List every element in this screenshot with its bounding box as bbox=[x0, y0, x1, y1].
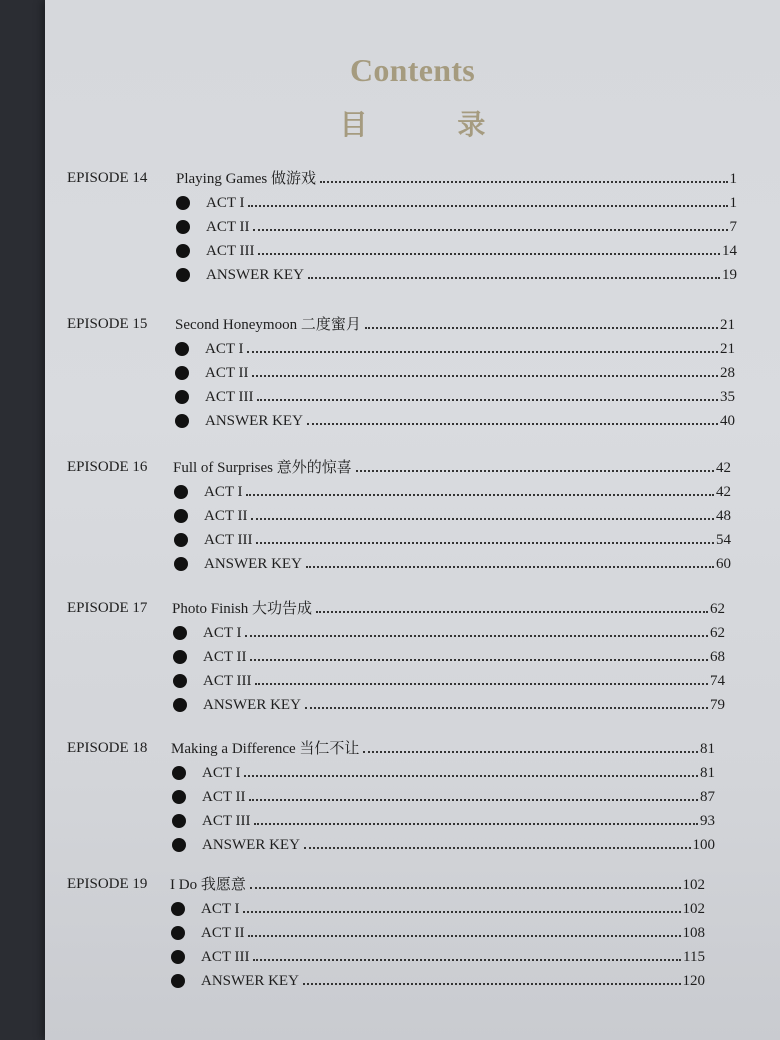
bullet-icon bbox=[174, 509, 188, 523]
episode-title-row[interactable] bbox=[172, 598, 725, 618]
dot-leader bbox=[250, 659, 708, 661]
episode-title-row[interactable] bbox=[170, 874, 705, 894]
page-number: 87 bbox=[700, 789, 715, 805]
dot-leader bbox=[252, 375, 718, 377]
dot-leader bbox=[305, 707, 708, 709]
bullet-icon bbox=[173, 698, 187, 712]
dot-leader bbox=[243, 911, 680, 913]
dot-leader bbox=[257, 399, 718, 401]
act-row[interactable] bbox=[175, 410, 735, 430]
page-number: 28 bbox=[720, 365, 735, 381]
act-row[interactable] bbox=[172, 834, 715, 854]
episode-title-row[interactable] bbox=[176, 168, 737, 188]
act-label: ACT II bbox=[202, 789, 246, 805]
episode-title: Second Honeymoon 二度蜜月 bbox=[175, 317, 361, 333]
dot-leader bbox=[304, 847, 691, 849]
dot-leader bbox=[246, 494, 714, 496]
page-number: 42 bbox=[716, 484, 731, 500]
bullet-icon bbox=[176, 220, 190, 234]
dot-leader bbox=[255, 683, 708, 685]
act-row[interactable] bbox=[173, 694, 725, 714]
dot-leader bbox=[363, 751, 698, 753]
dot-leader bbox=[248, 205, 727, 207]
dot-leader bbox=[249, 799, 698, 801]
bullet-icon bbox=[174, 485, 188, 499]
act-row[interactable] bbox=[174, 529, 731, 549]
act-label: ACT II bbox=[205, 365, 249, 381]
act-label: ACT II bbox=[201, 925, 245, 941]
bullet-icon bbox=[176, 196, 190, 210]
page-number: 100 bbox=[692, 837, 715, 853]
dot-leader bbox=[258, 253, 720, 255]
episode-label: EPISODE 17 bbox=[67, 600, 148, 616]
act-row[interactable] bbox=[171, 970, 705, 990]
dot-leader bbox=[356, 470, 714, 472]
bullet-icon bbox=[176, 268, 190, 282]
dot-leader bbox=[248, 935, 680, 937]
page-number: 60 bbox=[716, 556, 731, 572]
page-number: 62 bbox=[710, 601, 725, 617]
act-row[interactable] bbox=[174, 553, 731, 573]
bullet-icon bbox=[173, 650, 187, 664]
act-label: ACT II bbox=[206, 219, 250, 235]
act-row[interactable] bbox=[172, 786, 715, 806]
bullet-icon bbox=[172, 814, 186, 828]
act-row[interactable] bbox=[176, 216, 737, 236]
dot-leader bbox=[247, 351, 718, 353]
page-number: 14 bbox=[722, 243, 737, 259]
page-number: 115 bbox=[683, 949, 705, 965]
dot-leader bbox=[250, 887, 681, 889]
bullet-icon bbox=[175, 366, 189, 380]
page-number: 102 bbox=[682, 901, 705, 917]
page-number: 1 bbox=[729, 195, 737, 211]
act-row[interactable] bbox=[175, 362, 735, 382]
act-label: ACT III bbox=[204, 532, 253, 548]
act-label: ACT I bbox=[202, 765, 241, 781]
bullet-icon bbox=[171, 926, 185, 940]
dot-leader bbox=[307, 423, 718, 425]
act-row[interactable] bbox=[172, 762, 715, 782]
act-label: ANSWER KEY bbox=[203, 697, 301, 713]
dot-leader bbox=[320, 181, 728, 183]
act-label: ANSWER KEY bbox=[206, 267, 304, 283]
act-row[interactable] bbox=[175, 338, 735, 358]
dot-leader bbox=[316, 611, 708, 613]
bullet-icon bbox=[172, 766, 186, 780]
page-number: 54 bbox=[716, 532, 731, 548]
act-row[interactable] bbox=[173, 646, 725, 666]
dot-leader bbox=[254, 823, 698, 825]
dot-leader bbox=[253, 959, 681, 961]
page-number: 48 bbox=[716, 508, 731, 524]
episode-label: EPISODE 16 bbox=[67, 459, 148, 475]
page-number: 1 bbox=[729, 171, 737, 187]
act-label: ACT I bbox=[204, 484, 243, 500]
page-title: Contents bbox=[349, 52, 476, 88]
act-label: ANSWER KEY bbox=[201, 973, 299, 989]
bullet-icon bbox=[175, 390, 189, 404]
bullet-icon bbox=[171, 950, 185, 964]
page-number: 21 bbox=[720, 317, 735, 333]
episode-label: EPISODE 14 bbox=[67, 170, 148, 186]
episode-title: Playing Games 做游戏 bbox=[176, 171, 316, 187]
act-row[interactable] bbox=[175, 386, 735, 406]
act-label: ACT I bbox=[206, 195, 245, 211]
act-row[interactable] bbox=[171, 946, 705, 966]
episode-label: EPISODE 19 bbox=[67, 876, 148, 892]
dot-leader bbox=[308, 277, 720, 279]
bullet-icon bbox=[174, 533, 188, 547]
act-label: ACT III bbox=[205, 389, 254, 405]
page-number: 7 bbox=[729, 219, 737, 235]
act-label: ACT III bbox=[202, 813, 251, 829]
dot-leader bbox=[244, 775, 698, 777]
page-number: 74 bbox=[710, 673, 725, 689]
act-row[interactable] bbox=[176, 240, 737, 260]
bullet-icon bbox=[171, 974, 185, 988]
bullet-icon bbox=[171, 902, 185, 916]
act-row[interactable] bbox=[176, 264, 737, 284]
bullet-icon bbox=[173, 626, 187, 640]
episode-label: EPISODE 15 bbox=[67, 316, 148, 332]
act-label: ANSWER KEY bbox=[204, 556, 302, 572]
bullet-icon bbox=[175, 342, 189, 356]
act-row[interactable] bbox=[171, 922, 705, 942]
page-number: 19 bbox=[722, 267, 737, 283]
page-number: 42 bbox=[716, 460, 731, 476]
act-row[interactable] bbox=[174, 481, 731, 501]
act-row[interactable] bbox=[171, 898, 705, 918]
page-number: 68 bbox=[710, 649, 725, 665]
contents-page bbox=[45, 0, 780, 1040]
act-label: ACT III bbox=[203, 673, 252, 689]
episode-title-row[interactable] bbox=[173, 457, 731, 477]
dot-leader bbox=[251, 518, 714, 520]
page-number: 79 bbox=[710, 697, 725, 713]
page-number: 40 bbox=[720, 413, 735, 429]
act-row[interactable] bbox=[174, 505, 731, 525]
dot-leader bbox=[306, 566, 714, 568]
act-label: ACT I bbox=[201, 901, 240, 917]
page-number: 21 bbox=[720, 341, 735, 357]
page-number: 62 bbox=[710, 625, 725, 641]
act-label: ACT I bbox=[205, 341, 244, 357]
bullet-icon bbox=[172, 790, 186, 804]
act-row[interactable] bbox=[173, 670, 725, 690]
episode-label: EPISODE 18 bbox=[67, 740, 148, 756]
episode-title: I Do 我愿意 bbox=[170, 877, 246, 893]
act-label: ACT III bbox=[206, 243, 255, 259]
bullet-icon bbox=[174, 557, 188, 571]
act-label: ACT I bbox=[203, 625, 242, 641]
act-label: ANSWER KEY bbox=[205, 413, 303, 429]
page-number: 120 bbox=[682, 973, 705, 989]
dot-leader bbox=[256, 542, 714, 544]
dot-leader bbox=[365, 327, 718, 329]
bullet-icon bbox=[172, 838, 186, 852]
act-label: ACT II bbox=[203, 649, 247, 665]
episode-title-row[interactable] bbox=[171, 738, 715, 758]
page-number: 81 bbox=[700, 765, 715, 781]
bullet-icon bbox=[173, 674, 187, 688]
act-row[interactable] bbox=[176, 192, 737, 212]
dot-leader bbox=[253, 229, 727, 231]
act-row[interactable] bbox=[172, 810, 715, 830]
page-number: 108 bbox=[682, 925, 705, 941]
act-label: ANSWER KEY bbox=[202, 837, 300, 853]
episode-title-row[interactable] bbox=[175, 314, 735, 334]
page-subtitle: 目 录 bbox=[339, 108, 526, 141]
page-number: 81 bbox=[700, 741, 715, 757]
bullet-icon bbox=[176, 244, 190, 258]
bullet-icon bbox=[175, 414, 189, 428]
episode-title: Photo Finish 大功告成 bbox=[172, 601, 313, 617]
act-row[interactable] bbox=[173, 622, 725, 642]
act-label: ACT II bbox=[204, 508, 248, 524]
dot-leader bbox=[303, 983, 681, 985]
act-label: ACT III bbox=[201, 949, 250, 965]
episode-title: Making a Difference 当仁不让 bbox=[171, 741, 360, 757]
page-number: 93 bbox=[700, 813, 715, 829]
episode-title: Full of Surprises 意外的惊喜 bbox=[173, 460, 352, 476]
page-number: 35 bbox=[720, 389, 735, 405]
page-number: 102 bbox=[682, 877, 705, 893]
dot-leader bbox=[245, 635, 708, 637]
